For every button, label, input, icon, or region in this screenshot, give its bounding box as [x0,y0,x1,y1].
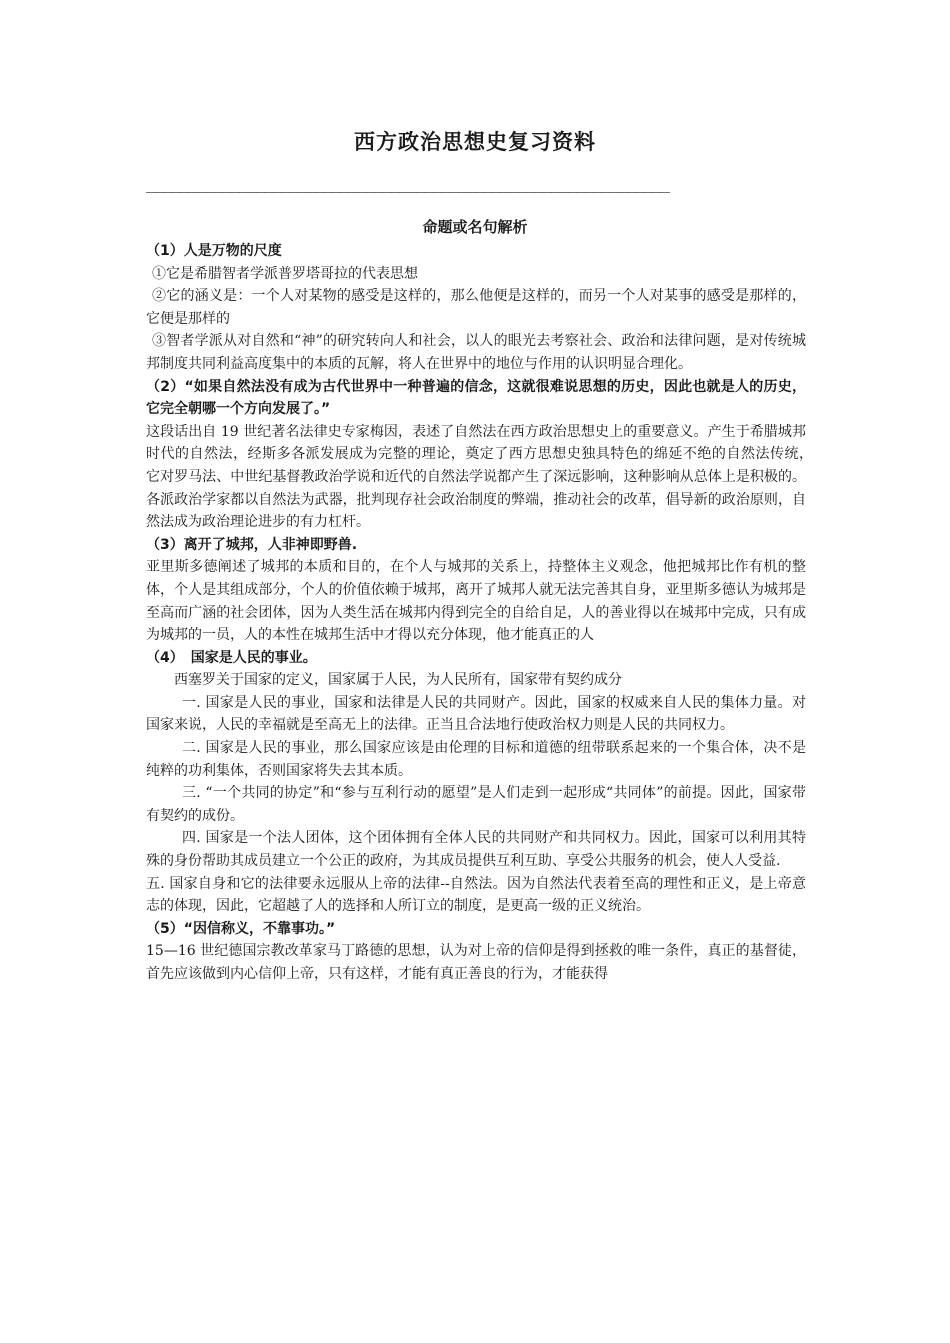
body-paragraph: 五. 国家自身和它的法律要永远服从上帝的法律--自然法。因为自然法代表着至高的理性和正义，是上帝意志的体现，因此，它超越了人的选择和人所订立的制度，是更高一级的正义统治。 [146,875,806,915]
item-heading-5: （5）“因信称义，不靠事功。” [146,920,336,937]
document-title: 西方政治思想史复习资料 [354,130,596,154]
item-heading-4: （4） 国家是人民的事业。 [146,649,317,666]
body-paragraph: ③智者学派从对自然和“神”的研究转向人和社会，以人的眼光去考察社会、政治和法律问题，是对传统城邦制度共同利益高度集中的本质的瓦解，将人在世界中的地位与作用的认识明显合理化。 [146,333,806,372]
body-paragraph: 西塞罗关于国家的定义，国家属于人民，为人民所有，国家带有契约成分 [174,672,622,689]
document-body [146,240,820,986]
body-paragraph: 一. 国家是人民的事业，国家和法律是人民的共同财产。因此，国家的权威来自人民的集体力量。对国家来说，人民的幸福就是至高无上的法律。正当且合法地行使政治权力则是人民的共同权力。 [146,694,806,734]
body-paragraph: ②它的涵义是：一个人对某物的感受是这样的，那么他便是这样的，而另一个人对某事的感受是那样的，它便是那样的 [146,288,806,327]
title-separator-rule: ______________________________________________________________ [146,174,669,193]
item-heading-1: （1）人是万物的尺度 [146,243,282,259]
item-heading-3: （3）离开了城邦，人非神即野兽. [146,536,358,553]
body-paragraph: 这段话出自 19 世纪著名法律史专家梅因，表述了自然法在西方政治思想史上的重要意义。产生于希腊城邦时代的自然法，经斯多各派发展成为完整的理论，奠定了西方思想史独具特色的绵延不绝的自然法传统， 它对罗马法、中世纪基督教政治学说和近代的自然法学说都产生了深远影响，这种影响从总体上是积极的。各派政治学家都以自然法为武器，批判现存社会政治制度的弊端，推动社会的改革，倡导新的政治原则，自然法成为政治理论进步的有力杠杆。 [146,423,820,531]
body-paragraph: 15—16 世纪德国宗教改革家马丁路德的思想，认为对上帝的信仰是得到拯救的唯一条件，真正的基督徒，首先应该做到内心信仰上帝，只有这样，才能有真正善良的行为，才能获得 [146,943,806,982]
section-heading: 命题或名句解析 [422,218,528,236]
body-paragraph: 三. “一个共同的协定”和“参与互利行动的愿望”是人们走到一起形成“共同体”的前提。因此，国家带有契约的成份。 [146,785,806,824]
item-heading-2: （2）“如果自然法没有成为古代世界中一种普遍的信念，这就很难说思想的历史，因此也就是人的历史，它完全朝哪一个方向发展了。” [146,378,806,418]
body-paragraph: 四. 国家是一个法人团体，这个团体拥有全体人民的共同财产和共同权力。因此，国家可以利用其特殊的身份帮助其成员建立一个公正的政府，为其成员提供互利互助、享受公共服务的机会，使人人受益. [146,830,806,870]
body-paragraph: 二. 国家是人民的事业，那么国家应该是由伦理的目标和道德的纽带联系起来的一个集合体，决不是纯粹的功利集体，否则国家将失去其本质。 [146,740,806,779]
body-paragraph: ①它是希腊智者学派普罗塔哥拉的代表思想 [152,265,418,282]
body-paragraph: 亚里斯多德阐述了城邦的本质和目的，在个人与城邦的关系上，持整体主义观念，他把城邦比作有机的整体，个人是其组成部分，个人的价值依赖于城邦，离开了城邦人就无法完善其自身，亚里斯多德认为城邦是至高而广涵的社会团体，因为人类生活在城邦内得到完全的自给自足，人的善业得以在城邦中完成，只有成为城邦的一员，人的本性在城邦生活中才得以充分体现，他才能真正的人 [146,559,806,644]
